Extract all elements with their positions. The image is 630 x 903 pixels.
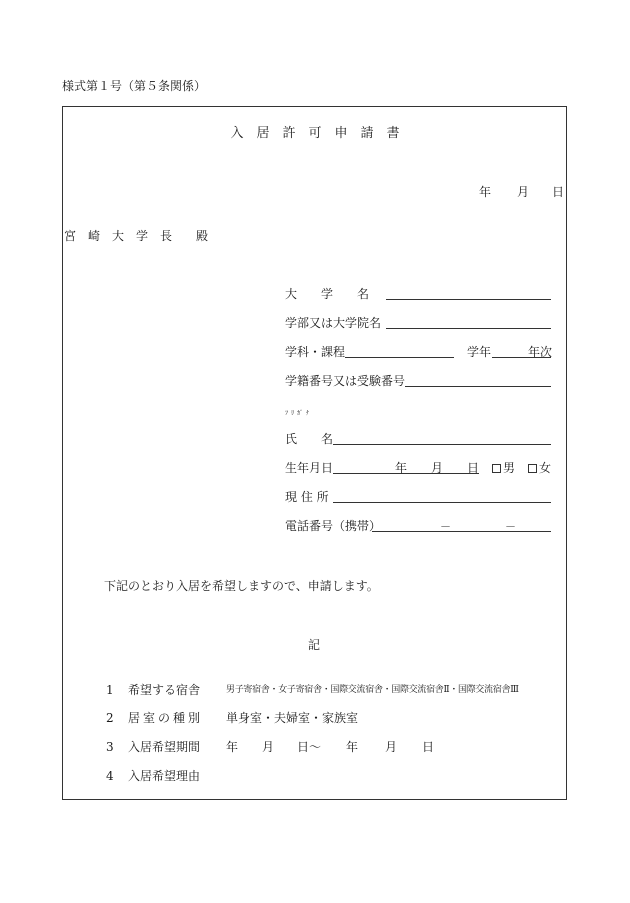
form-title: 入 居 許 可 申 請 書 (230, 126, 400, 141)
phone-separator-2: － (505, 520, 516, 533)
date-day: 日 (552, 185, 565, 199)
item-4-label: 入居希望理由 (128, 769, 201, 783)
department-field[interactable] (345, 357, 454, 358)
phone-separator-1: － (440, 520, 451, 533)
period-end-month: 月 (385, 740, 398, 754)
item-1-value: 男子寄宿舎・女子寄宿舎・国際交流宿舎・国際交流宿舎Ⅱ・国際交流宿舎Ⅲ (226, 685, 519, 695)
addressee: 宮 崎 大 学 長 殿 (64, 229, 209, 243)
item-4-number: 4 (106, 769, 114, 783)
period-start-month: 月 (262, 740, 275, 754)
department-label: 学科・課程 (285, 345, 346, 359)
female-option[interactable] (528, 462, 551, 474)
grade-label: 学年 (467, 345, 492, 359)
grade-suffix: 年次 (528, 345, 553, 359)
item-1-number: 1 (106, 683, 114, 697)
statement: 下記のとおり入居を希望しますので、申請します。 (104, 579, 379, 593)
birth-label: 生年月日 (285, 461, 334, 475)
phone-field[interactable] (372, 531, 551, 532)
address-field[interactable] (333, 502, 551, 503)
period-start-year: 年 (226, 740, 239, 754)
faculty-label: 学部又は大学院名 (285, 316, 382, 330)
item-2-number: 2 (106, 711, 114, 725)
item-3-label: 入居希望期間 (128, 740, 201, 754)
faculty-field[interactable] (386, 328, 551, 329)
form-number: 様式第１号（第５条関係） (62, 79, 207, 93)
note-heading: 記 (308, 638, 321, 652)
date-month: 月 (517, 185, 530, 199)
birth-month: 月 (431, 461, 444, 475)
item-1-label: 希望する宿舎 (128, 683, 201, 697)
furigana-label: ﾌﾘｶﾞﾅ (285, 410, 313, 417)
period-end-day: 日 (422, 740, 435, 754)
name-field[interactable] (333, 444, 551, 445)
item-2-value: 単身室・夫婦室・家族室 (226, 711, 359, 725)
name-label: 氏 名 (285, 432, 334, 446)
date-year: 年 (479, 185, 492, 199)
birth-year: 年 (395, 461, 408, 475)
student-number-field[interactable] (405, 386, 551, 387)
birth-day: 日 (467, 461, 480, 475)
phone-label: 電話番号（携帯） (285, 519, 382, 533)
female-label: 女 (539, 461, 552, 475)
student-number-label: 学籍番号又は受験番号 (285, 374, 406, 388)
item-3-number: 3 (106, 740, 114, 754)
period-end-year: 年 (346, 740, 359, 754)
grade-field[interactable] (492, 357, 528, 358)
address-label: 現 住 所 (285, 490, 329, 504)
male-label: 男 (503, 461, 516, 475)
university-field[interactable] (386, 299, 551, 300)
period-start-day: 日～ (297, 740, 322, 754)
university-label: 大 学 名 (285, 287, 370, 301)
female-checkbox[interactable] (528, 464, 537, 473)
grade-suffix-underline (528, 357, 551, 358)
item-2-label: 居室の種別 (128, 711, 204, 725)
male-checkbox[interactable] (492, 464, 501, 473)
male-option[interactable] (492, 462, 515, 474)
